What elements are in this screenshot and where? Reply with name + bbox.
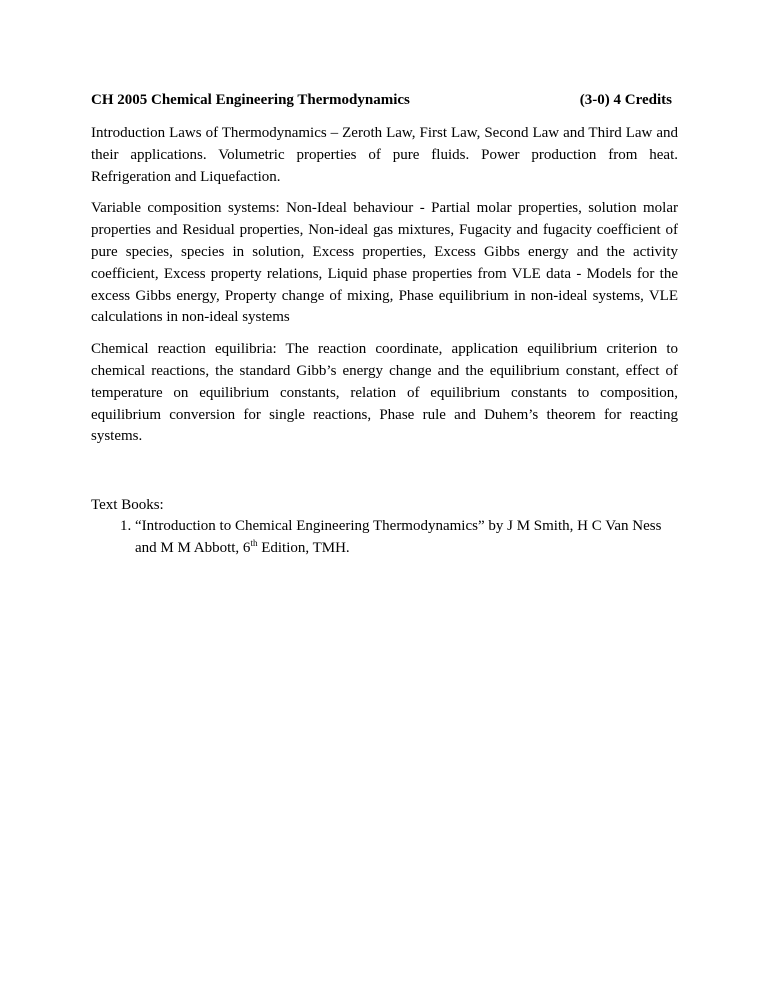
edition-ordinal-suffix: th	[250, 537, 258, 548]
text-book-citation: “Introduction to Chemical Engineering Thermodynamics” by J M Smith, H C Van Ness and M M Abbott, 6	[135, 518, 662, 556]
syllabus-page	[91, 90, 678, 559]
course-heading	[91, 90, 678, 110]
text-book-edition: Edition, TMH.	[257, 539, 350, 556]
text-book-item	[135, 516, 678, 559]
text-books-list	[91, 516, 678, 559]
syllabus-paragraph-laws: Introduction Laws of Thermodynamics – Zeroth Law, First Law, Second Law and Third Law and their applications. Volumetric properties of pure fluids. Power production from heat. Refrigeration and Liquefaction.	[91, 125, 678, 185]
course-credits: (3-0) 4 Credits	[579, 92, 672, 108]
syllabus-paragraph-reaction-equilibria: Chemical reaction equilibria: The reaction coordinate, application equilibrium criterion to chemical reactions, the standard Gibb’s energy change and the equilibrium constant, effect of temperature on equilibrium constants, relation of equilibrium constants to composition, equilibrium conversion for single reactions, Phase rule and Duhem’s theorem for reacting systems.	[91, 341, 678, 445]
course-title: CH 2005 Chemical Engineering Thermodynamics	[91, 92, 410, 108]
text-books-label: Text Books:	[91, 497, 164, 514]
syllabus-paragraph-variable-composition: Variable composition systems: Non-Ideal behaviour - Partial molar properties, solution molar properties and Residual properties, Non-ideal gas mixtures, Fugacity and fugacity coefficient of pure species, species in solution, Excess properties, Excess Gibbs energy and the activity coefficient, Excess property relations, Liquid phase properties from VLE data - Models for the excess Gibbs energy, Property change of mixing, Phase equilibrium in non-ideal systems, VLE calculations in non-ideal systems	[91, 200, 678, 326]
